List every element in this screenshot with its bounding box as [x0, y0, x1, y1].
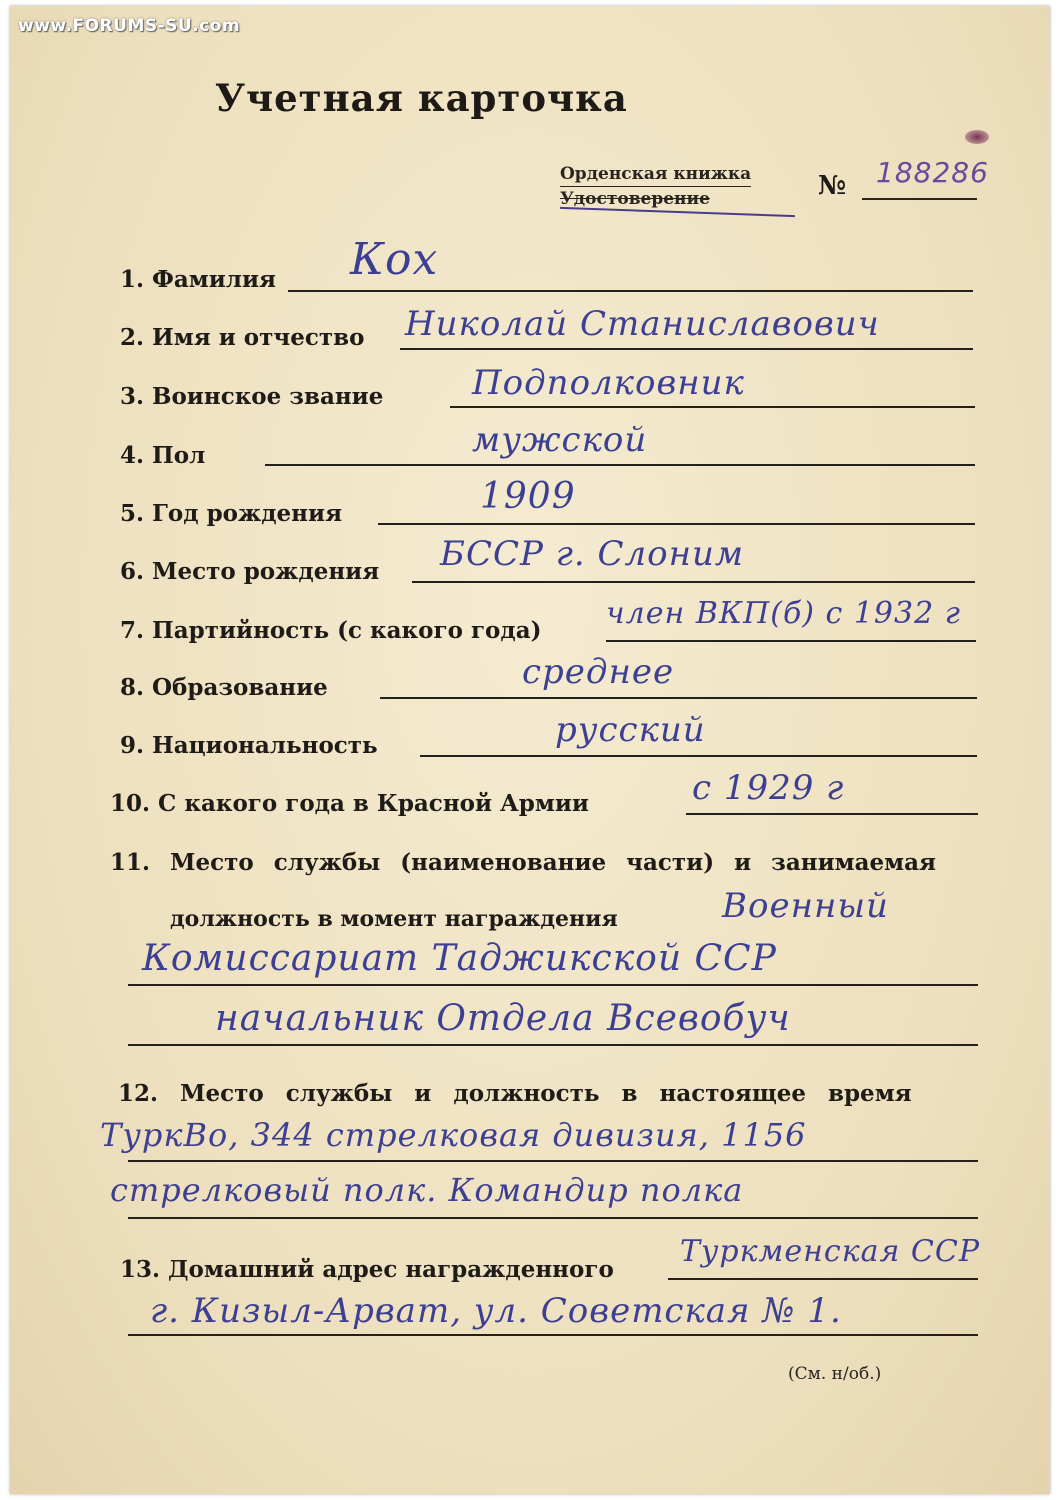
number-sign: №	[818, 171, 847, 201]
field-birth-year-label: 5. Год рождения	[120, 500, 343, 527]
field-service-label-line1: 11. Место службы (наименование части) и занимаемая	[110, 849, 937, 876]
field-army-since-value: с 1929 г	[692, 768, 845, 808]
field-party-value: член ВКП(б) с 1932 г	[606, 596, 961, 631]
field-address-value-line1: Туркменская ССР	[680, 1234, 981, 1269]
field-sex-value: мужской	[472, 420, 648, 460]
field-rank-value: Подполковник	[472, 363, 745, 403]
field-sex-label: 4. Пол	[120, 442, 206, 469]
field-army-since-label: 10. С какого года в Красной Армии	[110, 790, 589, 817]
field-nationality-rule	[420, 755, 977, 757]
field-education-rule	[380, 697, 977, 699]
field-current-service-value-line1: ТуркВо, 344 стрелковая дивизия, 1156	[100, 1116, 807, 1154]
field-current-service-label: 12. Место службы и должность в настоящее время	[118, 1080, 912, 1107]
field-service-rule-2	[128, 1044, 978, 1046]
field-service-rule-1	[128, 984, 978, 986]
field-army-since-rule	[686, 813, 978, 815]
field-address-label: 13. Домашний адрес награжденного	[120, 1256, 614, 1283]
watermark: www.FORUMS-SU.com	[18, 16, 241, 36]
order-booklet-line: Орденская книжка	[560, 164, 751, 187]
field-name-label: 2. Имя и отчество	[120, 324, 365, 351]
number-underline	[862, 198, 977, 200]
order-booklet-label	[560, 164, 751, 209]
booklet-number: 188286	[876, 156, 989, 189]
field-surname-rule	[288, 290, 973, 292]
field-current-service-rule-1	[128, 1160, 978, 1162]
document-title: Учетная карточка	[215, 76, 628, 120]
field-current-service-value-line2: стрелковый полк. Командир полка	[110, 1171, 744, 1209]
field-current-service-rule-2	[128, 1217, 978, 1219]
field-service-label-line2: должность в момент награждения	[170, 906, 618, 932]
field-rank-label: 3. Воинское звание	[120, 383, 384, 410]
field-birthplace-rule	[412, 581, 975, 583]
field-service-value-line2: Комиссариат Таджикской ССР	[142, 938, 777, 979]
field-surname-label: 1. Фамилия	[120, 266, 277, 293]
certificate-line-struck: Удостоверение	[560, 189, 710, 209]
field-nationality-value: русский	[555, 710, 706, 750]
field-birth-year-rule	[378, 523, 975, 525]
field-party-rule	[606, 640, 976, 642]
field-party-label: 7. Партийность (с какого года)	[120, 617, 542, 644]
field-name-value: Николай Станиславович	[405, 304, 880, 344]
field-address-value-line2: г. Кизыл-Арват, ул. Советская № 1.	[150, 1291, 842, 1331]
field-education-value: среднее	[522, 652, 675, 692]
field-birthplace-value: БССР г. Слоним	[440, 534, 745, 574]
field-address-rule-2	[128, 1334, 978, 1336]
field-birth-year-value: 1909	[480, 476, 576, 517]
see-reverse-note: (См. н/об.)	[788, 1364, 882, 1384]
field-nationality-label: 9. Национальность	[120, 732, 378, 759]
field-birthplace-label: 6. Место рождения	[120, 558, 380, 585]
field-sex-rule	[265, 464, 975, 466]
field-address-rule-1	[668, 1278, 978, 1280]
field-service-value-line3: начальник Отдела Всевобуч	[215, 998, 791, 1039]
field-education-label: 8. Образование	[120, 674, 328, 701]
field-surname-value: Кох	[350, 234, 439, 285]
field-service-value-line1: Военный	[722, 886, 889, 926]
field-rank-rule	[450, 406, 975, 408]
field-name-rule	[400, 348, 973, 350]
registration-card	[10, 6, 1050, 1494]
ink-blot	[965, 130, 989, 144]
